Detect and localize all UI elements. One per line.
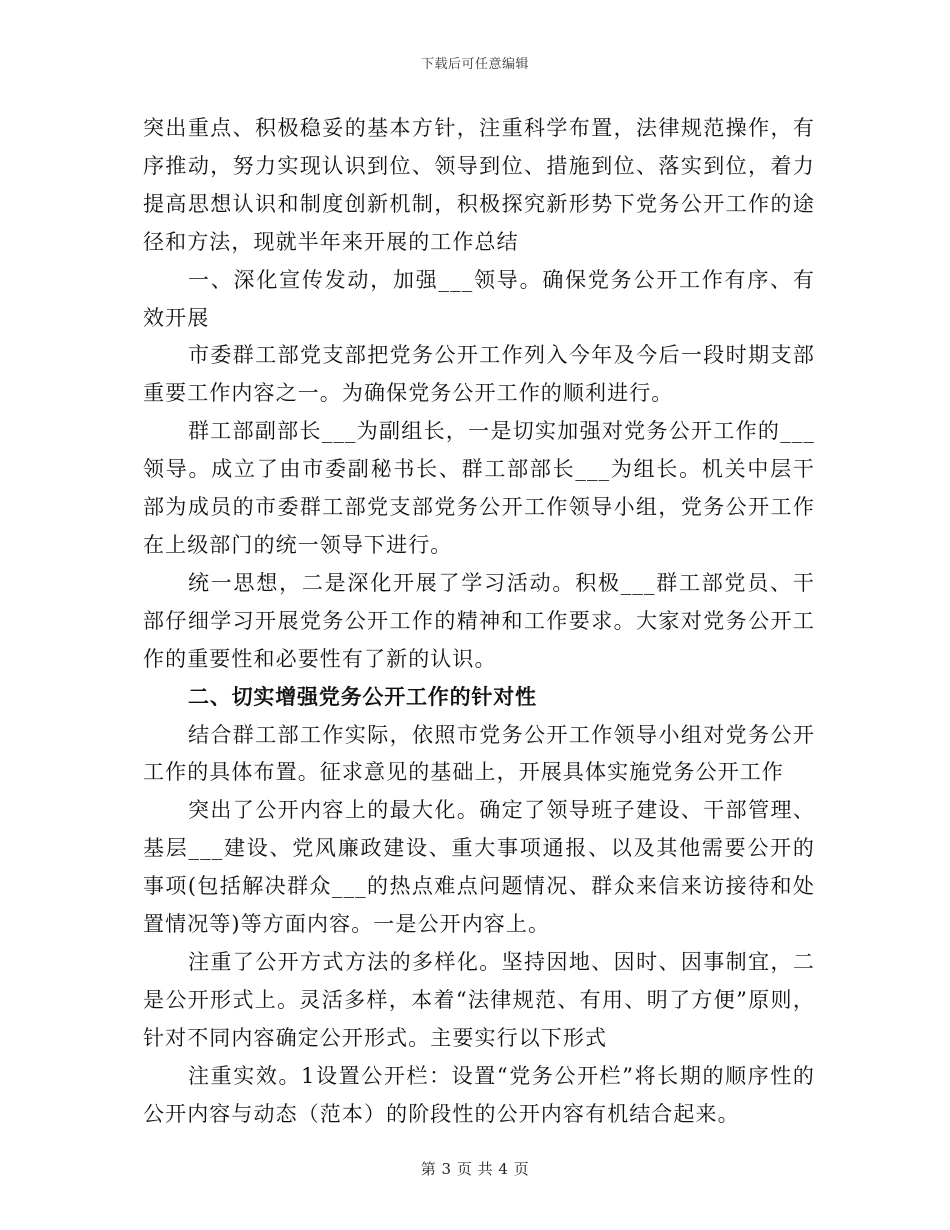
paragraph: 统一思想，二是深化开展了学习活动。积极___群工部党员、干部仔细学习开展党务公开工作的精神和工作要求。大家对党务公开工作的重要性和必要性有了新的认识。 — [143, 570, 815, 671]
page-header: 下载后可任意编辑 — [420, 57, 529, 72]
paragraph: 结合群工部工作实际，依照市党务公开工作领导小组对党务公开工作的具体布置。征求意见的基础上，开展具体实施党务公开工作 — [143, 722, 815, 785]
paragraph: 突出了公开内容上的最大化。确定了领导班子建设、干部管理、基层___建设、党风廉政建设、重大事项通报、以及其他需要公开的事项(包括解决群众___的热点难点问题情况、群众来信来访接待和处置情况等)等方面内容。一是公开内容上。 — [143, 798, 815, 937]
section-heading-1: 一、深化宣传发动，加强___领导。确保党务公开工作有序、有效开展 — [143, 267, 815, 330]
paragraph: 群工部副部长___为副组长，一是切实加强对党务公开工作的___领导。成立了由市委副秘书长、群工部部长___为组长。机关中层干部为成员的市委群工部党支部党务公开工作领导小组，党务公开工作在上级部门的统一领导下进行。 — [143, 419, 815, 557]
page-number: 第 3 页 共 4 页 — [420, 1160, 530, 1178]
paragraph: 市委群工部党支部把党务公开工作列入今年及今后一段时期支部重要工作内容之一。为确保党务公开工作的顺利进行。 — [143, 343, 815, 406]
document-body — [143, 110, 815, 1133]
paragraph-intro: 突出重点、积极稳妥的基本方针，注重科学布置，法律规范操作，有序推动，努力实现认识到位、领导到位、措施到位、落实到位，着力提高思想认识和制度创新机制，积极探究新形势下党务公开工作的途径和方法，现就半年来开展的工作总结 — [143, 116, 815, 254]
paragraph: 注重了公开方式方法的多样化。坚持因地、因时、因事制宜，二是公开形式上。灵活多样，本着“法律规范、有用、明了方便”原则，针对不同内容确定公开形式。主要实行以下形式 — [143, 949, 815, 1050]
paragraph: 注重实效。1设置公开栏：设置“党务公开栏”将长期的顺序性的公开内容与动态（范本）的阶段性的公开内容有机结合起来。 — [143, 1063, 815, 1126]
section-heading-2: 二、切实增强党务公开工作的针对性 — [188, 684, 537, 709]
